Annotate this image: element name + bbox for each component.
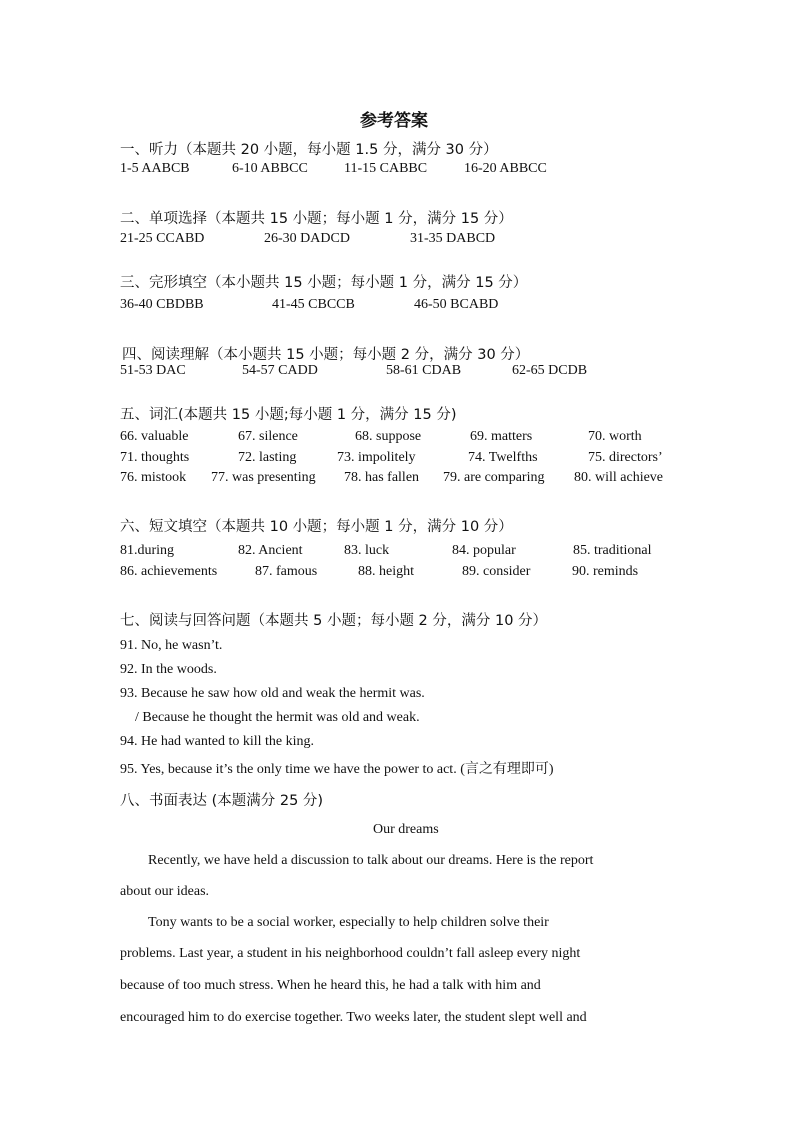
essay-line: Recently, we have held a discussion to talk about our dreams. Here is the report (148, 853, 594, 868)
answer-group: 31-35 DABCD (410, 231, 496, 246)
answer-group: 1-5 AABCB (120, 161, 190, 176)
vocab-answer: 80. will achieve (574, 470, 664, 485)
section-header-listening: 一、听力（本题共 20 小题，每小题 1.5 分，满分 30 分） (120, 142, 498, 158)
fill-answer: 85. traditional (573, 543, 652, 558)
vocab-answer: 78. has fallen (344, 470, 420, 485)
vocab-answer: 67. silence (238, 429, 298, 444)
qa-answer-93: 93. Because he saw how old and weak the hermit was. (120, 686, 425, 701)
vocab-answer: 69. matters (470, 429, 533, 444)
essay-line: Tony wants to be a social worker, especially to help children solve their (148, 915, 549, 930)
section-header-reading: 四、阅读理解（本小题共 15 小题；每小题 2 分，满分 30 分） (122, 347, 530, 363)
fill-answer: 90. reminds (572, 564, 639, 579)
answer-group: 36-40 CBDBB (120, 297, 204, 312)
vocab-answer: 75. directors’ (588, 450, 663, 465)
fill-answer: 89. consider (462, 564, 531, 579)
fill-answer: 82. Ancient (238, 543, 303, 558)
answer-group: 26-30 DADCD (264, 231, 350, 246)
qa-answer-93-alt: / Because he thought the hermit was old and weak. (135, 710, 420, 725)
vocab-answer: 72. lasting (238, 450, 297, 465)
answer-group: 62-65 DCDB (512, 363, 588, 378)
section-header-reading-answer: 七、阅读与回答问题（本题共 5 小题；每小题 2 分，满分 10 分） (120, 613, 548, 629)
fill-answer: 83. luck (344, 543, 390, 558)
vocab-answer: 79. are comparing (443, 470, 545, 485)
qa-answer-92: 92. In the woods. (120, 662, 217, 677)
fill-answer: 87. famous (255, 564, 318, 579)
qa-answer-94: 94. He had wanted to kill the king. (120, 734, 315, 749)
answer-group: 41-45 CBCCB (272, 297, 355, 312)
answer-group: 11-15 CABBC (344, 161, 428, 176)
vocab-answer: 74. Twelfths (468, 450, 538, 465)
section-header-single-choice: 二、单项选择（本题共 15 小题；每小题 1 分，满分 15 分） (120, 211, 513, 227)
qa-answer-95: 95. Yes, because it’s the only time we have the power to act. (言之有理即可) (120, 762, 554, 777)
answer-group: 58-61 CDAB (386, 363, 462, 378)
fill-answer: 88. height (358, 564, 414, 579)
vocab-answer: 66. valuable (120, 429, 189, 444)
essay-line: problems. Last year, a student in his neighborhood couldn’t fall asleep every night (120, 946, 581, 961)
answer-group: 21-25 CCABD (120, 231, 205, 246)
essay-title: Our dreams (373, 822, 439, 837)
answer-group: 54-57 CADD (242, 363, 318, 378)
fill-answer: 84. popular (452, 543, 516, 558)
answer-group: 46-50 BCABD (414, 297, 499, 312)
section-header-vocabulary: 五、词汇(本题共 15 小题;每小题 1 分，满分 15 分) (120, 407, 457, 423)
answer-group: 51-53 DAC (120, 363, 186, 378)
fill-answer: 86. achievements (120, 564, 218, 579)
page-title: 参考答案 (360, 111, 428, 131)
essay-line: encouraged him to do exercise together. Two weeks later, the student slept well and (120, 1010, 587, 1025)
answer-group: 16-20 ABBCC (464, 161, 547, 176)
section-header-cloze: 三、完形填空（本小题共 15 小题；每小题 1 分，满分 15 分） (120, 275, 528, 291)
section-header-writing: 八、书面表达 (本题满分 25 分) (120, 793, 324, 809)
essay-line: because of too much stress. When he heard this, he had a talk with him and (120, 978, 541, 993)
section-header-passage-fill: 六、短文填空（本题共 10 小题；每小题 1 分，满分 10 分） (120, 519, 513, 535)
qa-answer-91: 91. No, he wasn’t. (120, 638, 223, 653)
vocab-answer: 73. impolitely (337, 450, 416, 465)
essay-line: about our ideas. (120, 884, 210, 899)
vocab-answer: 76. mistook (120, 470, 187, 485)
answer-group: 6-10 ABBCC (232, 161, 308, 176)
vocab-answer: 68. suppose (355, 429, 422, 444)
vocab-answer: 77. was presenting (211, 470, 316, 485)
vocab-answer: 71. thoughts (120, 450, 190, 465)
fill-answer: 81.during (120, 543, 175, 558)
vocab-answer: 70. worth (588, 429, 642, 444)
